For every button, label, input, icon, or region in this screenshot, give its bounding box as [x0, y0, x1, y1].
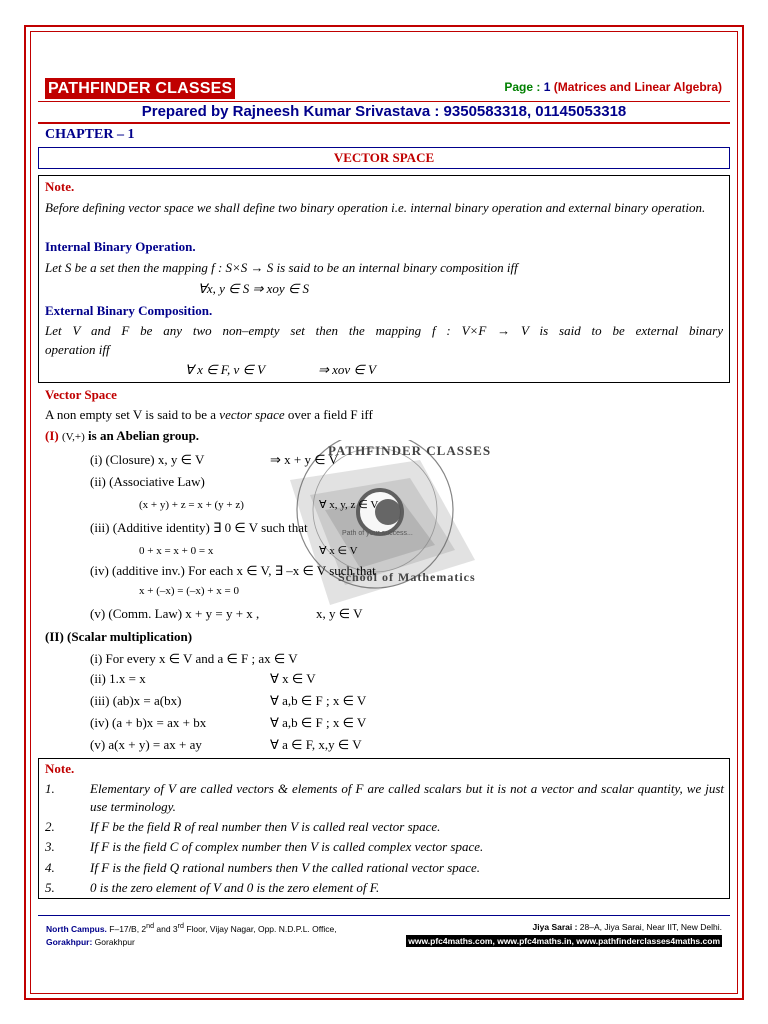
- note-item-text: If F be the field R of real number then V is called real vector space.: [90, 819, 441, 834]
- external-binary-text-cont: operation iff: [45, 342, 110, 357]
- external-formula-result: ⇒ xov ∈ V: [318, 362, 376, 377]
- definition-term: vector space: [219, 407, 285, 422]
- associative-formula-row: (x + y) + z = x + (y + z) ∀ x, y, z ∈ V: [139, 499, 379, 511]
- note2-heading: Note.: [45, 761, 75, 776]
- watermark-tagline: Path of your success...: [342, 530, 413, 537]
- gorakhpur-address: Gorakhpur: Gorakhpur: [46, 937, 135, 947]
- footer-divider: [38, 915, 730, 916]
- scalar-row-4: (iv) (a + b)x = ax + bx ∀ a,b ∈ F ; x ∈ V: [90, 715, 367, 730]
- closure-row: (i) (Closure) x, y ∈ V ⇒ x + y ∈ V: [90, 452, 338, 467]
- note-item-text: Elementary of V are called vectors & elements of F are called scalars but it is not a vector and scalar quantity, we just use terminology.: [90, 781, 724, 814]
- page-topic: (Matrices and Linear Algebra): [553, 80, 722, 94]
- internal-binary-formula: ∀x, y ∈ S ⇒ xoy ∈ S: [198, 281, 310, 296]
- part-one-text: is an Abelian group.: [88, 428, 200, 443]
- watermark-bottom-text: School of Mathematics: [338, 570, 476, 584]
- chapter-title: VECTOR SPACE: [38, 147, 730, 169]
- note-item-text: If F is the field C of complex number then V is called complex vector space.: [90, 839, 484, 854]
- abelian-group-heading: [45, 427, 199, 446]
- internal-binary-heading: Internal Binary Operation.: [45, 239, 196, 254]
- associative-row: (ii) (Associative Law): [90, 474, 205, 489]
- definition-text: A non empty set V is said to be a: [45, 407, 220, 422]
- identity-formula-row: 0 + x = x + 0 = x ∀ x ∈ V: [139, 545, 358, 557]
- chapter-label: CHAPTER – 1: [45, 127, 135, 142]
- part-one-set: (V,+): [61, 431, 85, 443]
- page-label: Page :: [504, 80, 544, 94]
- vector-space-heading: Vector Space: [45, 387, 117, 402]
- page-indicator: [504, 80, 722, 94]
- external-binary-text: Let V and F be any two non–empty set then the mapping f : V×F → V is said to be external binary: [45, 323, 723, 338]
- jiya-sarai-address: Jiya Sarai : 28–A, Jiya Sarai, Near IIT, New Delhi.: [532, 922, 722, 932]
- note-intro: Before defining vector space we shall define two binary operation i.e. internal binary operation and external binary operation.: [45, 200, 706, 215]
- note-item-number: 1.: [45, 781, 55, 796]
- vector-space-definition: [45, 406, 373, 424]
- part-one-number: (I): [45, 428, 59, 443]
- external-formula-condition: ∀ x ∈ F, v ∈ V: [185, 362, 266, 377]
- websites-link[interactable]: www.pfc4maths.com, www.pfc4maths.in, www.pathfinderclasses4maths.com: [408, 936, 720, 946]
- scalar-row-2: (ii) 1.x = x ∀ x ∈ V: [90, 671, 316, 686]
- scalar-multiplication-heading: (II) (Scalar multiplication): [45, 629, 193, 644]
- scalar-row-5: (v) a(x + y) = ax + ay ∀ a ∈ F, x,y ∈ V: [90, 737, 362, 752]
- prepared-by: Prepared by Rajneesh Kumar Srivastava : 9350583318, 01145053318: [141, 103, 627, 120]
- identity-row: (iii) (Additive identity) ∃ 0 ∈ V such that: [90, 520, 308, 535]
- note-item-number: 3.: [45, 839, 55, 854]
- note-item-number: 4.: [45, 860, 55, 875]
- note-item-text: 0 is the zero element of V and 0 is the zero element of F.: [90, 880, 380, 895]
- internal-binary-text: Let S be a set then the mapping f : S×S → S is said to be an internal binary composition iff: [45, 260, 518, 275]
- note-heading: Note.: [45, 179, 75, 194]
- note-item-text: If F is the field Q rational numbers then V the called rational vector space.: [90, 860, 481, 875]
- scalar-row-3: (iii) (ab)x = a(bx) ∀ a,b ∈ F ; x ∈ V: [90, 693, 367, 708]
- definition-text-end: over a field F iff: [284, 407, 373, 422]
- page-number: 1: [543, 80, 551, 94]
- brand-logo-text: PATHFINDER CLASSES: [45, 78, 235, 99]
- external-binary-heading: External Binary Composition.: [45, 303, 213, 318]
- header-divider-bold: [38, 122, 730, 124]
- inverse-row: (iv) (additive inv.) For each x ∈ V, ∃ –x ∈ V such that: [90, 563, 376, 578]
- commutative-row: (v) (Comm. Law) x + y = y + x , x, y ∈ V: [90, 606, 363, 621]
- scalar-row-1: (i) For every x ∈ V and a ∈ F ; ax ∈ V: [90, 651, 298, 666]
- inverse-formula-row: x + (–x) = (–x) + x = 0: [139, 585, 239, 597]
- north-campus-address: North Campus. F–17/B, 2nd and 3rd Floor, Vijay Nagar, Opp. N.D.P.L. Office,: [46, 922, 337, 934]
- note-item-number: 2.: [45, 819, 55, 834]
- watermark-top-text: PATHFINDER CLASSES: [328, 443, 492, 458]
- note-item-number: 5.: [45, 880, 55, 895]
